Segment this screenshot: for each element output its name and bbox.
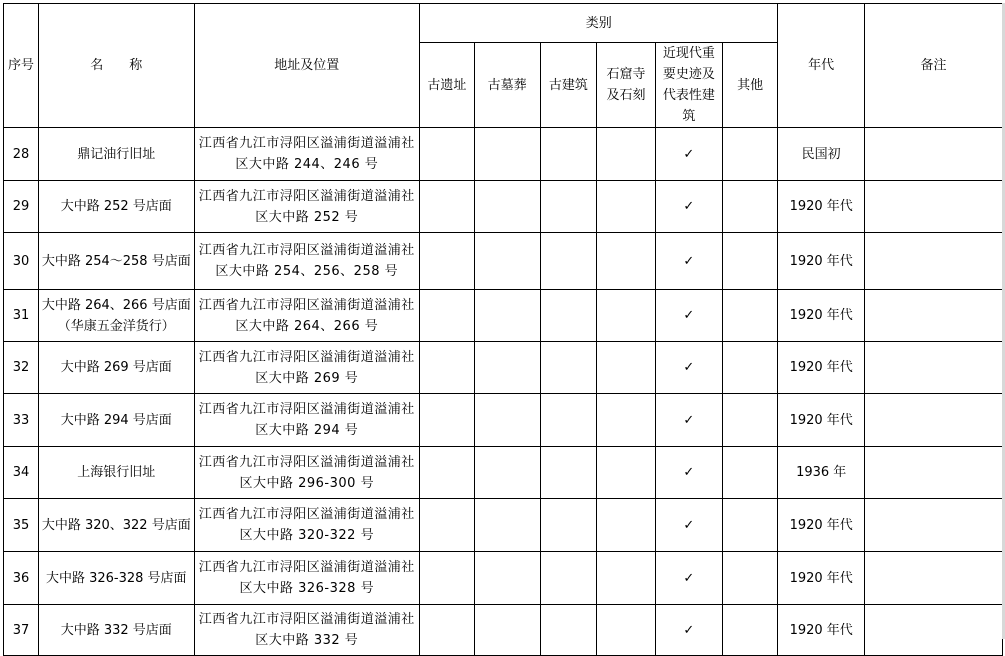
cell-other (722, 128, 778, 181)
cell-remarks (864, 394, 1002, 447)
header-era: 年代 (778, 4, 865, 128)
row-modern-check: ✓ (655, 128, 722, 181)
row-era: 1936 年 (778, 447, 865, 499)
cell-ancient-tombs (474, 181, 540, 233)
header-cat-buildings: 古建筑 (540, 43, 597, 128)
cell-ancient-ruins (420, 605, 475, 656)
row-seq: 31 (4, 290, 39, 342)
cell-other (722, 552, 778, 605)
row-era: 1920 年代 (778, 342, 865, 394)
cell-ancient-tombs (474, 499, 540, 552)
row-address: 江西省九江市浔阳区溢浦街道溢浦社区大中路 264、266 号 (194, 290, 420, 342)
row-seq: 34 (4, 447, 39, 499)
cell-grottoes (597, 394, 656, 447)
table-row (4, 342, 1003, 394)
cell-grottoes (597, 233, 656, 290)
cell-ancient-tombs (474, 552, 540, 605)
header-name: 名 称 (39, 4, 195, 128)
row-era: 1920 年代 (778, 552, 865, 605)
cell-grottoes (597, 499, 656, 552)
header-category: 类别 (420, 4, 778, 43)
row-era: 1920 年代 (778, 233, 865, 290)
cell-remarks (864, 233, 1002, 290)
table-row (4, 605, 1003, 656)
table-row (4, 447, 1003, 499)
cell-grottoes (597, 342, 656, 394)
header-cat-modern: 近现代重要史迹及代表性建筑 (655, 43, 722, 128)
row-address: 江西省九江市浔阳区溢浦街道溢浦社区大中路 244、246 号 (194, 128, 420, 181)
cell-ancient-buildings (540, 394, 597, 447)
table-body (4, 128, 1003, 656)
row-address: 江西省九江市浔阳区溢浦街道溢浦社区大中路 252 号 (194, 181, 420, 233)
row-seq: 37 (4, 605, 39, 656)
cell-remarks (864, 447, 1002, 499)
table-row (4, 552, 1003, 605)
row-modern-check: ✓ (655, 499, 722, 552)
cell-remarks (864, 290, 1002, 342)
cell-other (722, 499, 778, 552)
row-name: 大中路 264、266 号店面（华康五金洋货行） (39, 290, 195, 342)
row-modern-check: ✓ (655, 342, 722, 394)
cell-grottoes (597, 290, 656, 342)
cell-ancient-buildings (540, 233, 597, 290)
cell-other (722, 447, 778, 499)
cell-ancient-tombs (474, 233, 540, 290)
row-seq: 32 (4, 342, 39, 394)
row-era: 1920 年代 (778, 394, 865, 447)
table-row (4, 233, 1003, 290)
row-name: 大中路 254～258 号店面 (39, 233, 195, 290)
cell-remarks (864, 552, 1002, 605)
row-name: 大中路 252 号店面 (39, 181, 195, 233)
header-cat-other: 其他 (722, 43, 778, 128)
table-row (4, 128, 1003, 181)
header-cat-tombs: 古墓葬 (474, 43, 540, 128)
row-address: 江西省九江市浔阳区溢浦街道溢浦社区大中路 326-328 号 (194, 552, 420, 605)
cell-ancient-ruins (420, 552, 475, 605)
row-name: 大中路 332 号店面 (39, 605, 195, 656)
cell-remarks (864, 181, 1002, 233)
cell-ancient-ruins (420, 342, 475, 394)
row-modern-check: ✓ (655, 447, 722, 499)
row-era: 民国初 (778, 128, 865, 181)
cell-ancient-buildings (540, 128, 597, 181)
row-seq: 33 (4, 394, 39, 447)
row-modern-check: ✓ (655, 394, 722, 447)
row-name: 大中路 294 号店面 (39, 394, 195, 447)
row-modern-check: ✓ (655, 290, 722, 342)
row-address: 江西省九江市浔阳区溢浦街道溢浦社区大中路 294 号 (194, 394, 420, 447)
row-seq: 30 (4, 233, 39, 290)
row-address: 江西省九江市浔阳区溢浦街道溢浦社区大中路 269 号 (194, 342, 420, 394)
cell-remarks (864, 342, 1002, 394)
cell-other (722, 290, 778, 342)
cell-ancient-tombs (474, 342, 540, 394)
header-remarks: 备注 (864, 4, 1002, 128)
row-modern-check: ✓ (655, 233, 722, 290)
row-address: 江西省九江市浔阳区溢浦街道溢浦社区大中路 296-300 号 (194, 447, 420, 499)
cell-grottoes (597, 447, 656, 499)
row-name: 大中路 326-328 号店面 (39, 552, 195, 605)
row-seq: 36 (4, 552, 39, 605)
cell-ancient-tombs (474, 128, 540, 181)
row-modern-check: ✓ (655, 605, 722, 656)
cell-ancient-buildings (540, 342, 597, 394)
cell-ancient-tombs (474, 605, 540, 656)
header-seq: 序号 (4, 4, 39, 128)
cell-grottoes (597, 605, 656, 656)
row-address: 江西省九江市浔阳区溢浦街道溢浦社区大中路 332 号 (194, 605, 420, 656)
row-seq: 29 (4, 181, 39, 233)
table-row (4, 499, 1003, 552)
cell-ancient-buildings (540, 290, 597, 342)
cell-remarks (864, 605, 1002, 656)
header-cat-ruins: 古遗址 (420, 43, 475, 128)
header-cat-grotto: 石窟寺及石刻 (597, 43, 656, 128)
cell-other (722, 233, 778, 290)
row-era: 1920 年代 (778, 290, 865, 342)
cell-ancient-buildings (540, 605, 597, 656)
row-seq: 35 (4, 499, 39, 552)
row-modern-check: ✓ (655, 181, 722, 233)
cell-grottoes (597, 552, 656, 605)
cell-other (722, 181, 778, 233)
row-modern-check: ✓ (655, 552, 722, 605)
cell-ancient-ruins (420, 499, 475, 552)
row-name: 大中路 320、322 号店面 (39, 499, 195, 552)
cell-ancient-ruins (420, 233, 475, 290)
cell-ancient-buildings (540, 552, 597, 605)
row-address: 江西省九江市浔阳区溢浦街道溢浦社区大中路 254、256、258 号 (194, 233, 420, 290)
row-era: 1920 年代 (778, 499, 865, 552)
cell-other (722, 605, 778, 656)
cell-grottoes (597, 181, 656, 233)
cell-ancient-tombs (474, 290, 540, 342)
cell-ancient-ruins (420, 128, 475, 181)
cell-ancient-buildings (540, 181, 597, 233)
row-era: 1920 年代 (778, 605, 865, 656)
cell-ancient-ruins (420, 290, 475, 342)
row-name: 鼎记油行旧址 (39, 128, 195, 181)
cell-ancient-ruins (420, 394, 475, 447)
cell-ancient-tombs (474, 447, 540, 499)
cell-ancient-ruins (420, 181, 475, 233)
table-header (4, 4, 1003, 128)
row-name: 上海银行旧址 (39, 447, 195, 499)
header-address: 地址及位置 (194, 4, 420, 128)
row-address: 江西省九江市浔阳区溢浦街道溢浦社区大中路 320-322 号 (194, 499, 420, 552)
table-row (4, 181, 1003, 233)
heritage-register-table (3, 3, 1003, 656)
row-name: 大中路 269 号店面 (39, 342, 195, 394)
table-row (4, 394, 1003, 447)
row-era: 1920 年代 (778, 181, 865, 233)
cell-ancient-tombs (474, 394, 540, 447)
cell-other (722, 342, 778, 394)
cell-ancient-ruins (420, 447, 475, 499)
table-row (4, 290, 1003, 342)
cell-ancient-buildings (540, 447, 597, 499)
row-seq: 28 (4, 128, 39, 181)
cell-remarks (864, 499, 1002, 552)
cell-other (722, 394, 778, 447)
cell-ancient-buildings (540, 499, 597, 552)
cell-grottoes (597, 128, 656, 181)
cell-remarks (864, 128, 1002, 181)
